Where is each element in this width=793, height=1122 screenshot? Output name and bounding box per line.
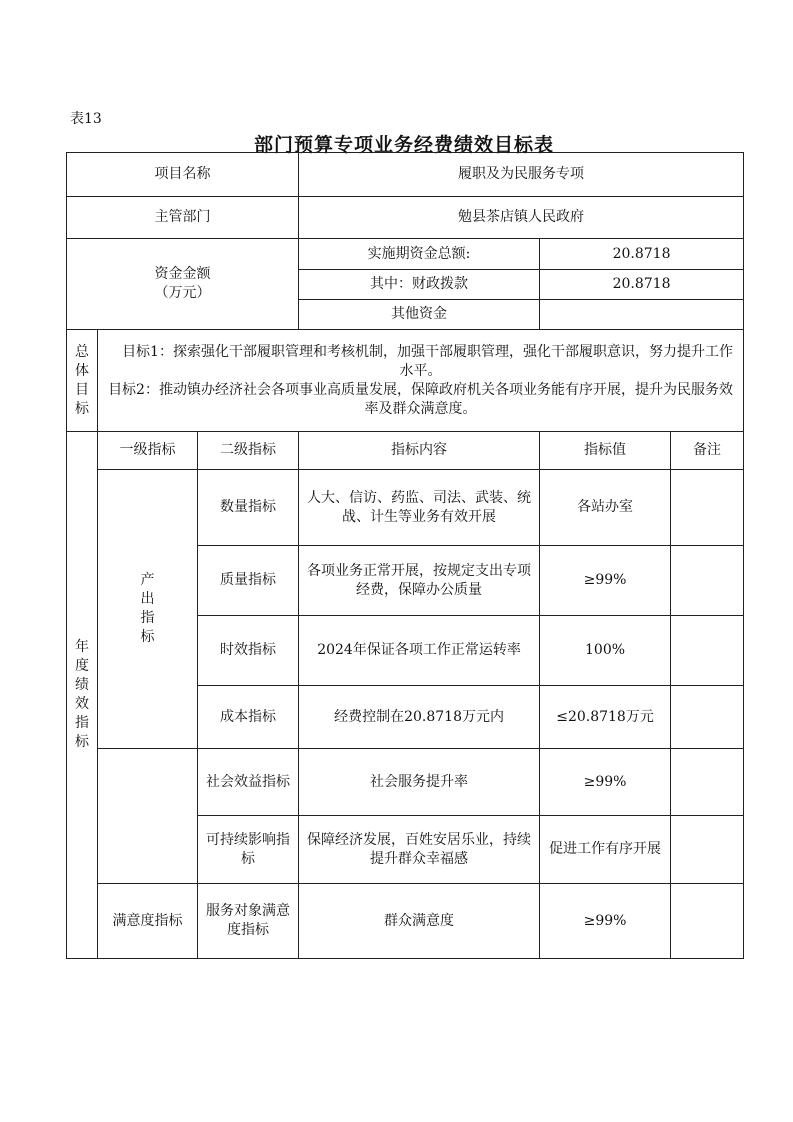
content-cell: 经费控制在20.8718万元内 (299, 686, 540, 749)
note-cell (671, 616, 744, 686)
header-level1: 一级指标 (98, 432, 198, 470)
level2-cell: 成本指标 (198, 686, 299, 749)
department-row (67, 197, 744, 239)
content-cell: 保障经济发展，百姓安居乐业，持续提升群众幸福感 (299, 816, 540, 884)
table-number: 表13 (70, 111, 102, 127)
level2-cell: 可持续影响指标 (198, 816, 299, 884)
value-cell: ≥99% (540, 546, 671, 616)
department-value: 勉县茶店镇人民政府 (299, 197, 744, 239)
funds-total-label: 实施期资金总额: (299, 239, 540, 270)
content-cell: 2024年保证各项工作正常运转率 (299, 616, 540, 686)
level2-cell: 数量指标 (198, 470, 299, 546)
project-name-value: 履职及为民服务专项 (299, 153, 744, 197)
note-cell (671, 884, 744, 959)
project-name-row (67, 153, 744, 197)
level2-cell: 质量指标 (198, 546, 299, 616)
goal-line-1: 目标1：探索强化干部履职管理和考核机制，加强干部履职管理，强化干部履职意识，努力提升工作水平。 (122, 343, 733, 379)
funds-total-value: 20.8718 (540, 239, 744, 270)
document-title: 部门预算专项业务经费绩效目标表 (253, 134, 554, 156)
performance-goal-table (66, 152, 744, 959)
funds-label-line1: 资金金额 (154, 266, 211, 282)
level2-cell: 社会效益指标 (198, 749, 299, 816)
value-cell: 100% (540, 616, 671, 686)
funds-fiscal-value: 20.8718 (540, 270, 744, 300)
level2-cell: 服务对象满意度指标 (198, 884, 299, 959)
funds-other-value (540, 300, 744, 330)
overall-goal-label: 总体目标 (67, 330, 98, 432)
table-row (67, 749, 744, 816)
note-cell (671, 686, 744, 749)
content-cell: 人大、信访、药监、司法、武装、统战、计生等业务有效开展 (299, 470, 540, 546)
table-row (67, 470, 744, 546)
project-name-label: 项目名称 (67, 153, 299, 197)
value-cell: ≥99% (540, 749, 671, 816)
funds-label-line2: （万元） (154, 285, 211, 301)
output-indicator-label: 产出指标 (98, 470, 198, 749)
note-cell (671, 816, 744, 884)
funds-total-row (67, 239, 744, 270)
note-cell (671, 749, 744, 816)
value-cell: ≥99% (540, 884, 671, 959)
goal-line-2: 目标2：推动镇办经济社会各项事业高质量发展，保障政府机关各项业务能有序开展，提升为民服务效率及群众满意度。 (108, 381, 733, 417)
funds-label (67, 239, 299, 330)
header-content: 指标内容 (299, 432, 540, 470)
value-cell: 促进工作有序开展 (540, 816, 671, 884)
satisfaction-indicator-label: 满意度指标 (98, 884, 198, 959)
overall-goal-row (67, 330, 744, 432)
note-cell (671, 546, 744, 616)
note-cell (671, 470, 744, 546)
annual-indicator-label: 年度绩效指标 (67, 432, 98, 959)
header-level2: 二级指标 (198, 432, 299, 470)
content-cell: 群众满意度 (299, 884, 540, 959)
value-cell: ≤20.8718万元 (540, 686, 671, 749)
value-cell: 各站办室 (540, 470, 671, 546)
content-cell: 社会服务提升率 (299, 749, 540, 816)
header-value: 指标值 (540, 432, 671, 470)
funds-other-label: 其他资金 (299, 300, 540, 330)
overall-goal-text (98, 330, 744, 432)
department-label: 主管部门 (67, 197, 299, 239)
header-note: 备注 (671, 432, 744, 470)
effect-indicator-label (98, 749, 198, 884)
table-row (67, 884, 744, 959)
level2-cell: 时效指标 (198, 616, 299, 686)
funds-fiscal-label: 其中：财政拨款 (299, 270, 540, 300)
indicator-header-row (67, 432, 744, 470)
content-cell: 各项业务正常开展，按规定支出专项经费，保障办公质量 (299, 546, 540, 616)
